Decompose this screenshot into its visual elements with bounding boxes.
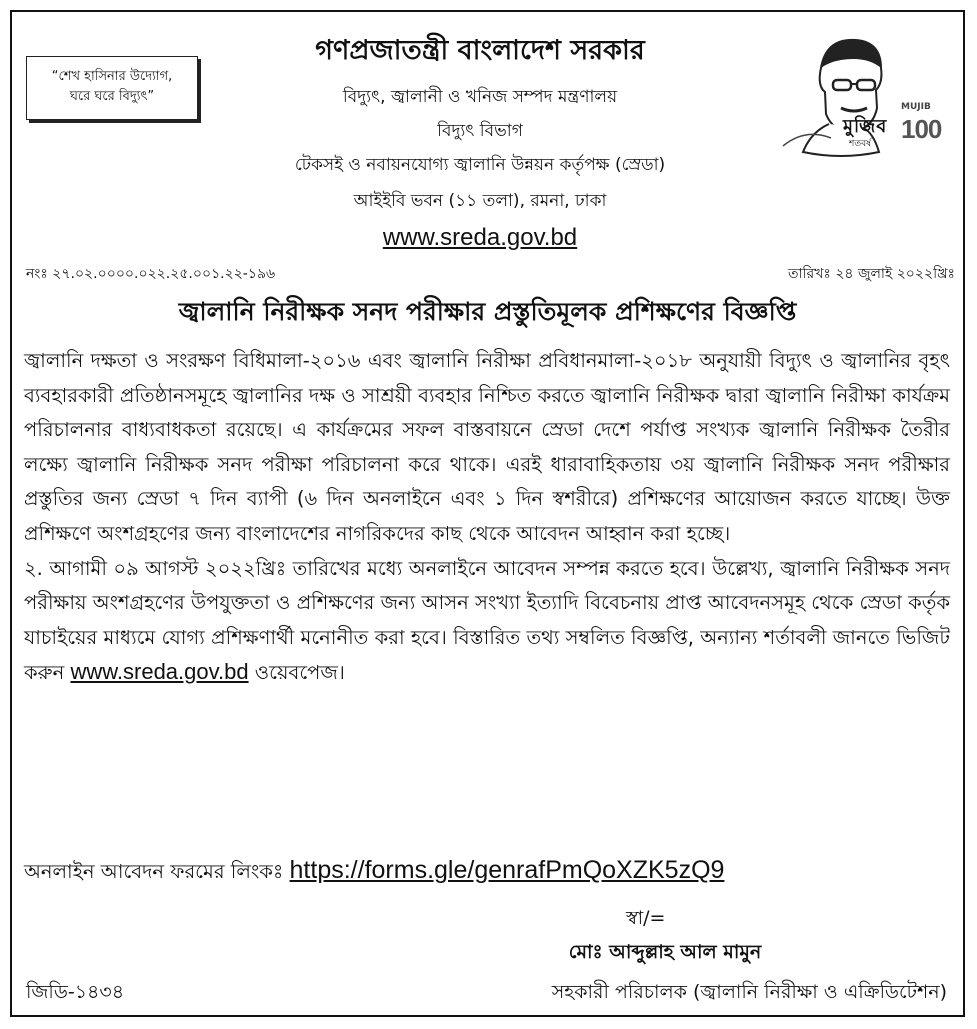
- slogan-box: [26, 56, 198, 120]
- logo-text-en: MUJIB: [901, 102, 931, 112]
- header-website-link[interactable]: www.sreda.gov.bd: [382, 224, 578, 251]
- logo-text-bn: মুজিব: [843, 116, 888, 137]
- reference-number: নংঃ ২৭.০২.০০০০.০২২.২৫.০০১.২২-১৯৬: [26, 266, 276, 282]
- online-form-link[interactable]: https://forms.gle/genrafPmQoXZK5zQ9: [289, 856, 725, 884]
- paragraph-1: জ্বালানি দক্ষতা ও সংরক্ষণ বিধিমালা-২০১৬ এবং জ্বালানি নিরীক্ষা প্রবিধানমালা-২০১৮ অনুযায়ী বিদ্যুৎ ও জ্বালানির বৃহৎ ব্যবহারকারী প্রতিষ্ঠানসমূহে জ্বালানির দক্ষ ও সাশ্রয়ী ব্যবহার নিশ্চিত করতে জ্বালানি নিরীক্ষক দ্বারা জ্বালানি নিরীক্ষা কার্যক্রম পরিচালনার বাধ্যবাধকতা রয়েছে। এ কার্যক্রমের সফল বাস্তবায়নে স্রেডা দেশে পর্যাপ্ত সংখ্যক জ্বালানি নিরীক্ষক তৈরীর লক্ষ্যে জ্বালানি নিরীক্ষক সনদ পরীক্ষা পরিচালনা করে থাকে। এরই ধারাবাহিকতায় ৩য় জ্বালানি নিরীক্ষক সনদ পরীক্ষার প্রস্তুতির জন্য স্রেডা ৭ দিন ব্যাপী (৬ দিন অনলাইনে এবং ১ দিন স্বশরীরে) প্রশিক্ষণের আয়োজন করতে যাচ্ছে। উক্ত প্রশিক্ষণে অংশগ্রহণের জন্য বাংলাদেশের নাগরিকদের কাছ থেকে আবেদন আহ্বান করা হচ্ছে।: [24, 349, 950, 545]
- online-form-label: অনলাইন আবেদন ফরমের লিংকঃ: [24, 860, 284, 883]
- notice-title: জ্বালানি নিরীক্ষক সনদ পরীক্ষার প্রস্তুতিমূলক প্রশিক্ষণের বিজ্ঞপ্তি: [178, 297, 797, 326]
- body-website-link[interactable]: www.sreda.gov.bd: [70, 659, 249, 685]
- signatory-name: মোঃ আব্দুল্লাহ আল মামুন: [568, 941, 762, 963]
- office-address: আইইবি ভবন (১১ তলা), রমনা, ঢাকা: [353, 191, 607, 211]
- online-form-line: [24, 856, 724, 890]
- government-title: গণপ্রজাতন্ত্রী বাংলাদেশ সরকার: [315, 35, 645, 66]
- notice-date: তারিখঃ ২৪ জুলাই ২০২২খ্রিঃ: [787, 266, 955, 282]
- slogan-line-2: ঘরে ঘরে বিদ্যুৎ”: [69, 89, 155, 104]
- gd-number: জিডি-১৪৩৪: [26, 981, 125, 1003]
- logo-subtitle-bn: শতবর্ষ: [849, 139, 872, 149]
- ministry-name: বিদ্যুৎ, জ্বালানী ও খনিজ সম্পদ মন্ত্রণালয়: [342, 87, 618, 107]
- paragraph-2: [24, 552, 950, 691]
- division-name: বিদ্যুৎ বিভাগ: [437, 121, 523, 141]
- slogan-line-1: “শেখ হাসিনার উদ্যোগ,: [51, 69, 173, 84]
- logo-number: 100: [901, 114, 942, 144]
- mujib-100-logo: [781, 28, 951, 160]
- notice-body: [24, 344, 950, 691]
- authority-name: টেকসই ও নবায়নযোগ্য জ্বালানি উন্নয়ন কর্তৃপক্ষ (স্রেডা): [294, 155, 666, 175]
- paragraph-2-text: ২. আগামী ০৯ আগস্ট ২০২২খ্রিঃ তারিখের মধ্যে অনলাইনে আবেদন সম্পন্ন করতে হবে। উল্লেখ্য, জ্বালানি নিরীক্ষক সনদ পরীক্ষায় অংশগ্রহণের উপযুক্ততা ও প্রশিক্ষণের জন্য আসন সংখ্যা ইত্যাদি বিবেচনায় প্রাপ্ত আবেদনসমূহ থেকে স্রেডা কর্তৃক যাচাইয়ের মাধ্যমে যোগ্য প্রশিক্ষণার্থী মনোনীত করা হবে। বিস্তারিত তথ্য সম্বলিত বিজ্ঞপ্তি, অন্যান্য শর্তাবলী জানতে ভিজিট করুন: [24, 556, 950, 685]
- signature-mark: স্বা/=: [626, 907, 666, 929]
- signatory-designation: সহকারী পরিচালক (জ্বালানি নিরীক্ষা ও এক্রিডিটেশন): [551, 981, 947, 1003]
- paragraph-2-suffix: ওয়েবপেজ।: [254, 661, 345, 685]
